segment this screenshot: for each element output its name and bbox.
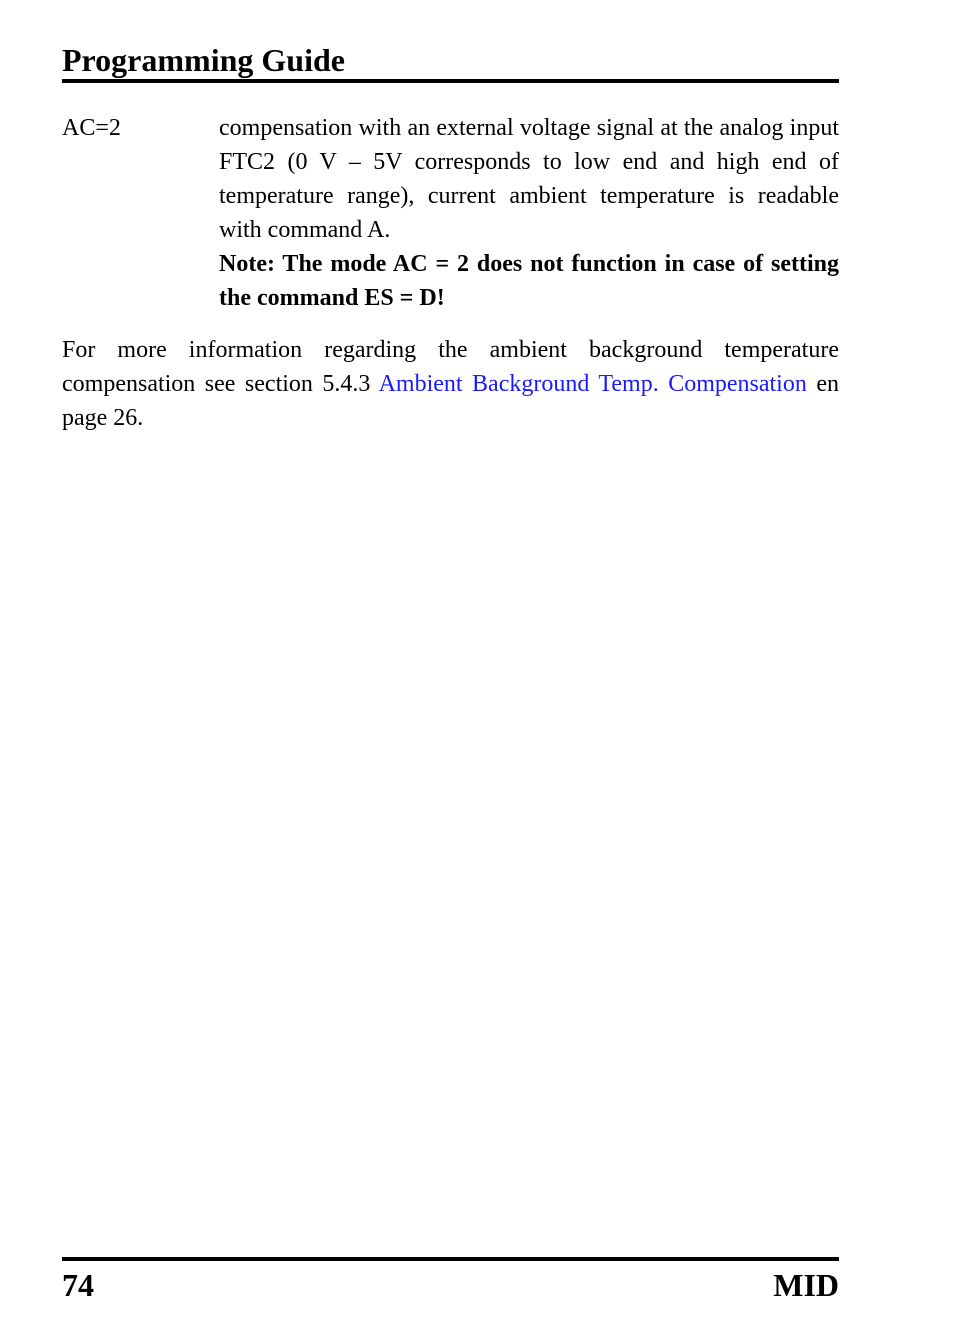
definition-note: Note: The mode AC = 2 does not function in case of setting the command ES = D! bbox=[219, 251, 839, 311]
more-info-text-after: en page 26. bbox=[62, 371, 839, 431]
footer-product-name: MID bbox=[773, 1267, 839, 1303]
more-info-paragraph bbox=[62, 333, 839, 435]
footer-rule bbox=[62, 1257, 839, 1261]
header-rule bbox=[62, 79, 839, 83]
definition-description: compensation with an external voltage signal at the analog input FTC2 (0 V – 5V corresponds to low end and high end of temperature range), current ambient temperature is readable with command A. bbox=[219, 115, 839, 243]
definition-body bbox=[219, 111, 839, 315]
definition-term: AC=2 bbox=[62, 115, 121, 141]
more-info-text-before: For more information regarding the ambient background temperature compensation see section 5.4.3 bbox=[62, 337, 839, 397]
ambient-background-link[interactable]: Ambient Background Temp. Compensation bbox=[378, 371, 807, 397]
footer-page-number: 74 bbox=[62, 1267, 94, 1303]
page-header-title: Programming Guide bbox=[62, 42, 345, 78]
